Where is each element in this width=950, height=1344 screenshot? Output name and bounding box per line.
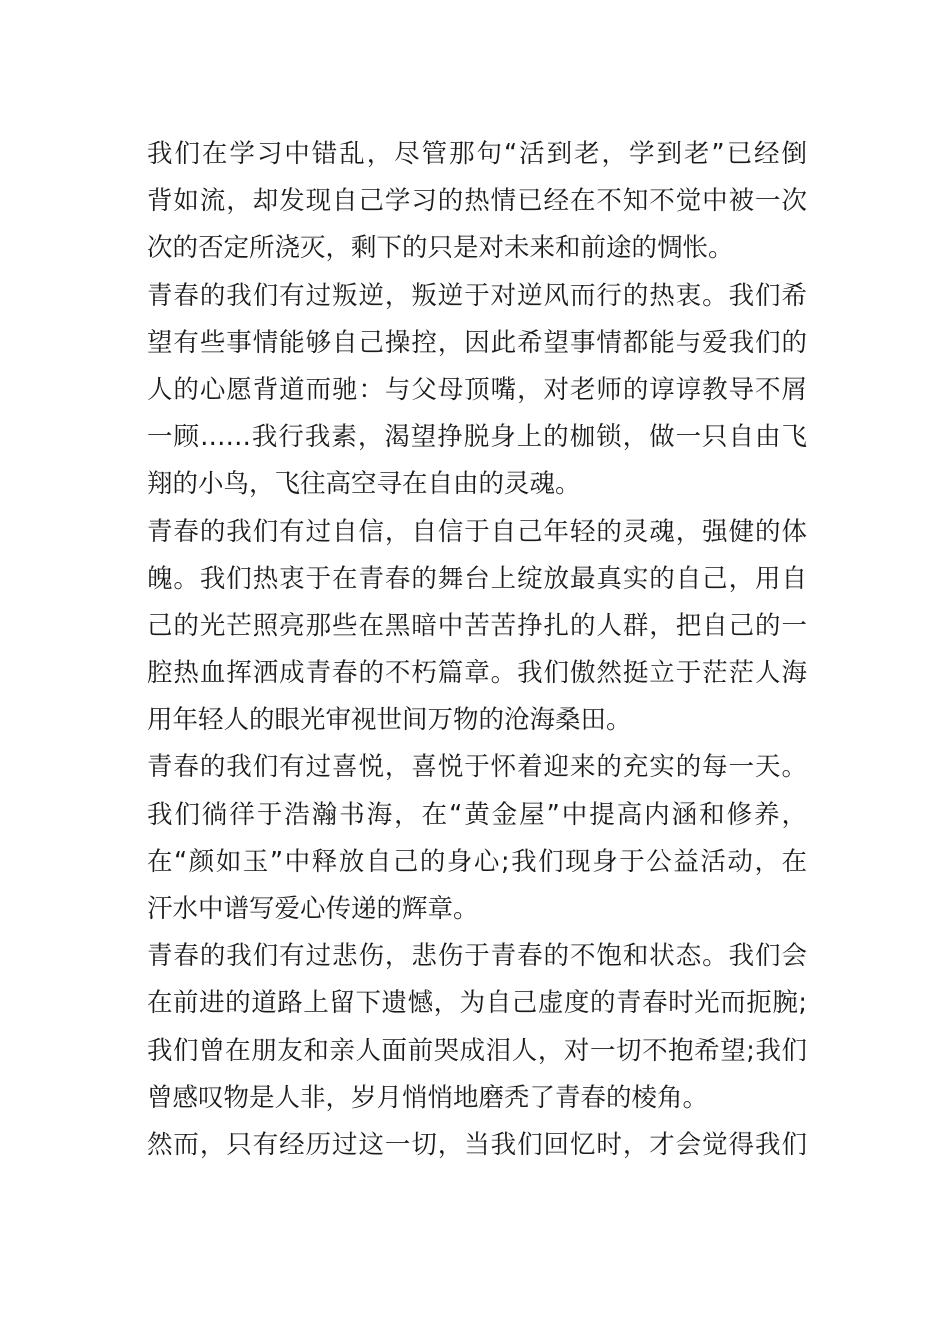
text-line: 己的光芒照亮那些在黑暗中苦苦挣扎的人群，把自己的一 — [147, 610, 807, 641]
text-line: 一顾……我行我素，渴望挣脱身上的枷锁，做一只自由飞 — [147, 422, 807, 453]
text-line: 在“颜如玉”中释放自己的身心;我们现身于公益活动，在 — [147, 846, 807, 877]
text-line: 次的否定所浇灭，剩下的只是对未来和前途的惆怅。 — [147, 233, 734, 264]
text-line: 青春的我们有过叛逆，叛逆于对逆风而行的热衷。我们希 — [147, 280, 807, 311]
text-line: 魄。我们热衷于在青春的舞台上绽放最真实的自己，用自 — [147, 563, 807, 594]
text-line: 青春的我们有过悲伤，悲伤于青春的不饱和状态。我们会 — [147, 941, 807, 972]
paragraph-joy — [147, 744, 807, 933]
text-line: 青春的我们有过喜悦，喜悦于怀着迎来的充实的每一天。 — [147, 752, 807, 783]
text-line: 青春的我们有过自信，自信于自己年轻的灵魂，强健的体 — [147, 516, 807, 547]
text-line: 汗水中谱写爱心传递的辉章。 — [147, 894, 479, 924]
text-line: 我们曾在朋友和亲人面前哭成泪人，对一切不抱希望;我们 — [147, 1035, 807, 1066]
text-line: 腔热血挥洒成青春的不朽篇章。我们傲然挺立于茫茫人海 — [147, 658, 807, 689]
text-line: 用年轻人的眼光审视世间万物的沧海桑田。 — [147, 705, 632, 736]
document-body — [147, 131, 807, 1169]
paragraph-however — [147, 1122, 807, 1169]
text-line: 望有些事情能够自己操控，因此希望事情都能与爱我们的 — [147, 327, 807, 358]
text-line: 在前进的道路上留下遗憾，为自己虚度的青春时光而扼腕; — [147, 988, 807, 1019]
text-line: 人的心愿背道而驰：与父母顶嘴，对老师的谆谆教导不屑 — [147, 374, 807, 405]
text-line: 翔的小鸟，飞往高空寻在自由的灵魂。 — [147, 469, 581, 500]
text-line: 然而，只有经历过这一切，当我们回忆时，才会觉得我们 — [147, 1129, 807, 1160]
text-line: 背如流，却发现自己学习的热情已经在不知不觉中被一次 — [147, 186, 807, 217]
text-line: 我们在学习中错乱，尽管那句“活到老，学到老”已经倒 — [147, 139, 807, 169]
text-line: 曾感叹物是人非，岁月悄悄地磨秃了青春的棱角。 — [147, 1082, 709, 1113]
text-line: 我们徜徉于浩瀚书海，在“黄金屋”中提高内涵和修养， — [147, 799, 807, 830]
paragraph-sadness — [147, 933, 807, 1122]
paragraph-rebellion — [147, 273, 807, 509]
paragraph-learning — [147, 131, 807, 273]
paragraph-confidence — [147, 509, 807, 745]
